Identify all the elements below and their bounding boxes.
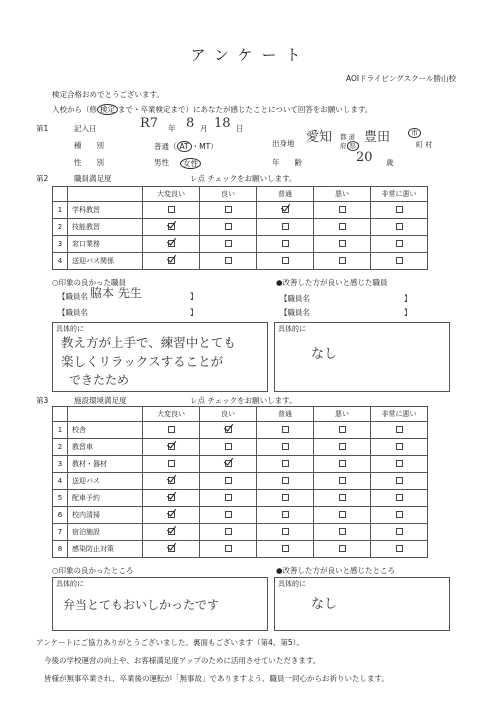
header-cell: 非常に悪い xyxy=(371,407,428,422)
row-label: 窓口業務 xyxy=(68,236,143,253)
checked-checkbox[interactable] xyxy=(168,240,175,247)
row-label: 技能教習 xyxy=(68,219,143,236)
header-cell: 悪い xyxy=(314,187,371,202)
checkbox[interactable] xyxy=(168,426,175,433)
header-cell: 良い xyxy=(200,407,257,422)
header-cell: 大変良い xyxy=(143,407,200,422)
checkbox[interactable] xyxy=(396,240,403,247)
checked-checkbox[interactable] xyxy=(168,257,175,264)
table-row xyxy=(53,541,428,558)
checkbox[interactable] xyxy=(339,494,346,501)
checked-checkbox[interactable] xyxy=(282,206,289,213)
facility-rating-rows xyxy=(53,422,428,558)
row-label: 校内清掃 xyxy=(68,507,143,524)
improve-facility-detail-box xyxy=(274,577,450,631)
school-name: AOIドライビングスクール勝山校 xyxy=(345,74,456,83)
checkbox[interactable] xyxy=(282,494,289,501)
table-row xyxy=(53,456,428,473)
checkbox[interactable] xyxy=(225,206,232,213)
row-label: 配車予約 xyxy=(68,490,143,507)
row-label: 送迎バス関係 xyxy=(68,253,143,270)
section-2-instruction: レ点 チェックをお願いします。 xyxy=(190,174,297,183)
checkbox[interactable] xyxy=(396,511,403,518)
row-label: 宿泊施設 xyxy=(68,524,143,541)
checkbox[interactable] xyxy=(339,477,346,484)
detail-label: 具体的に xyxy=(56,580,84,588)
checkbox[interactable] xyxy=(282,545,289,552)
table-row xyxy=(53,219,428,236)
date-day-unit: 日 xyxy=(236,124,244,133)
staff-rating-rows xyxy=(53,202,428,270)
checkbox[interactable] xyxy=(396,477,403,484)
checkbox[interactable] xyxy=(282,223,289,230)
improve-staff-detail-box xyxy=(274,322,450,392)
row-number: 3 xyxy=(53,236,68,253)
checkbox[interactable] xyxy=(339,223,346,230)
row-label: 学科教習 xyxy=(68,202,143,219)
detail-label: 具体的に xyxy=(278,580,306,588)
header-cell: 普通 xyxy=(257,407,314,422)
row-label: 教材・器材 xyxy=(68,456,143,473)
good-staff-detail-line: 楽しくリラックスすることが xyxy=(61,354,224,369)
checkbox[interactable] xyxy=(282,460,289,467)
row-label: 感染防止対策 xyxy=(68,541,143,558)
header-cell: 悪い xyxy=(314,407,371,422)
checked-checkbox[interactable] xyxy=(225,426,232,433)
good-staff-title: ○印象の良かった職員 xyxy=(52,278,127,287)
checkbox[interactable] xyxy=(225,494,232,501)
checkbox[interactable] xyxy=(282,443,289,450)
section-1-label: 第1 xyxy=(36,124,49,133)
checkbox[interactable] xyxy=(396,443,403,450)
checkbox[interactable] xyxy=(396,528,403,535)
checkbox[interactable] xyxy=(282,511,289,518)
table-row xyxy=(53,524,428,541)
header-cell: 普通 xyxy=(257,187,314,202)
improve-facility-detail: なし xyxy=(311,597,338,612)
row-number: 8 xyxy=(53,541,68,558)
sex-female-option: 女性 xyxy=(180,158,201,169)
checkbox[interactable] xyxy=(225,257,232,264)
checkbox[interactable] xyxy=(225,223,232,230)
checkbox[interactable] xyxy=(339,545,346,552)
facility-rating-table xyxy=(52,406,428,558)
checkbox[interactable] xyxy=(339,511,346,518)
checked-checkbox[interactable] xyxy=(168,477,175,484)
checkbox[interactable] xyxy=(339,443,346,450)
checkbox[interactable] xyxy=(282,528,289,535)
circled-at: AT xyxy=(177,141,192,152)
page-title: アンケート xyxy=(190,46,310,64)
checkbox[interactable] xyxy=(168,206,175,213)
row-number: 3 xyxy=(53,456,68,473)
row-number: 1 xyxy=(53,422,68,439)
origin-label: 出身地 xyxy=(272,139,295,148)
table-header-row xyxy=(53,407,428,422)
bracket-close: 】 xyxy=(190,292,198,301)
checkbox[interactable] xyxy=(396,460,403,467)
good-staff-detail-box xyxy=(52,322,268,392)
section-3-label: 第3 xyxy=(36,396,49,405)
good-facility-detail-box xyxy=(52,577,268,631)
checkbox[interactable] xyxy=(396,426,403,433)
date-day-value: 18 xyxy=(214,116,231,131)
checkbox[interactable] xyxy=(225,545,232,552)
date-year-unit: 年 xyxy=(168,124,176,133)
checkbox[interactable] xyxy=(225,511,232,518)
checkbox[interactable] xyxy=(396,494,403,501)
section-3-instruction: レ点 チェックをお願いします。 xyxy=(190,396,297,405)
circled-shi: 市 xyxy=(408,128,421,138)
checkbox[interactable] xyxy=(282,240,289,247)
row-number: 1 xyxy=(53,202,68,219)
city-options: 町 村 xyxy=(416,141,433,149)
table-row xyxy=(53,253,428,270)
row-label: 教習車 xyxy=(68,439,143,456)
prefecture-options: 都 道 府 県 xyxy=(340,133,362,151)
detail-label: 具体的に xyxy=(278,325,306,333)
header-cell: 大変良い xyxy=(143,187,200,202)
good-staff-detail-line: できたため xyxy=(69,373,130,387)
checked-checkbox[interactable] xyxy=(168,443,175,450)
date-label: 記入日 xyxy=(74,124,97,133)
circled-ken: 県 xyxy=(347,141,360,151)
bracket-close: 】 xyxy=(190,308,198,317)
sex-label: 性 別 xyxy=(74,158,104,167)
table-row xyxy=(53,473,428,490)
good-facility-title: ○印象の良かったところ xyxy=(52,566,134,575)
section-2-label: 第2 xyxy=(36,174,49,183)
good-staff-1-label: 【職員名 xyxy=(58,292,88,301)
age-value: 20 xyxy=(356,150,373,165)
circled-option: 検定 xyxy=(97,104,118,115)
row-label: 送迎バス xyxy=(68,473,143,490)
section-3-title: 施設環境満足度 xyxy=(74,396,127,405)
improve-staff-detail: なし xyxy=(311,347,338,362)
good-staff-1-value: 脇本 先生 xyxy=(90,286,142,300)
checkbox[interactable] xyxy=(396,223,403,230)
detail-label: 具体的に xyxy=(56,325,84,333)
checked-checkbox[interactable] xyxy=(168,223,175,230)
improve-facility-title: ●改善した方が良いと感じたところ xyxy=(276,566,396,575)
city-value: 豊田 xyxy=(364,130,391,145)
checkbox[interactable] xyxy=(282,257,289,264)
row-number: 7 xyxy=(53,524,68,541)
improve-staff-2-label: 【職員名 xyxy=(280,308,310,317)
footer-line-2: 今後の学校運営の向上や、お客様満足度アップのために活用させていただきます。 xyxy=(44,656,321,665)
bracket-close: 】 xyxy=(404,308,412,317)
bracket-close: 】 xyxy=(404,294,412,303)
intro-line-1: 検定合格おめでとうございます。 xyxy=(52,90,164,99)
checked-checkbox[interactable] xyxy=(225,460,232,467)
footer-line-3: 皆様が無事卒業され、卒業後の運転が「無事故」でありますよう、職員一同心からお祈りいたします。 xyxy=(44,674,389,683)
row-number: 4 xyxy=(53,473,68,490)
improve-staff-1-label: 【職員名 xyxy=(280,294,310,303)
checkbox[interactable] xyxy=(282,426,289,433)
table-row xyxy=(53,507,428,524)
header-cell: 非常に悪い xyxy=(371,187,428,202)
checked-checkbox[interactable] xyxy=(168,494,175,501)
checkbox[interactable] xyxy=(225,443,232,450)
intro-line-2: 入校から（修 検定 まで・卒業検定まで）にあなたが感じたことについて回答をお願いします。 xyxy=(52,105,373,114)
checkbox[interactable] xyxy=(396,206,403,213)
checkbox[interactable] xyxy=(339,528,346,535)
row-number: 2 xyxy=(53,439,68,456)
row-number: 2 xyxy=(53,219,68,236)
checkbox[interactable] xyxy=(396,545,403,552)
table-row xyxy=(53,236,428,253)
date-month-value: 8 xyxy=(186,116,195,131)
improve-staff-title: ●改善した方が良いと感じた職員 xyxy=(276,278,388,287)
good-facility-detail: 弁当とてもおいしかったです xyxy=(63,598,220,612)
checkbox[interactable] xyxy=(168,460,175,467)
checkbox[interactable] xyxy=(225,240,232,247)
good-staff-detail-line: 教え方が上手で、練習中とても xyxy=(61,335,236,350)
checkbox[interactable] xyxy=(339,460,346,467)
checkbox[interactable] xyxy=(339,206,346,213)
checkbox[interactable] xyxy=(282,477,289,484)
table-row xyxy=(53,490,428,507)
good-staff-2-label: 【職員名 xyxy=(58,308,88,317)
sex-male-option: 男性 xyxy=(154,158,169,167)
row-label: 校舎 xyxy=(68,422,143,439)
table-header-row xyxy=(53,187,428,202)
checkbox[interactable] xyxy=(225,528,232,535)
checked-checkbox[interactable] xyxy=(168,528,175,535)
row-number: 4 xyxy=(53,253,68,270)
section-2-title: 職員満足度 xyxy=(74,174,112,183)
staff-rating-table xyxy=(52,186,428,270)
row-number: 5 xyxy=(53,490,68,507)
prefecture-value: 愛知 xyxy=(306,130,333,145)
checkbox[interactable] xyxy=(225,477,232,484)
type-label: 種 別 xyxy=(74,141,104,150)
checked-checkbox[interactable] xyxy=(168,545,175,552)
table-row xyxy=(53,202,428,219)
footer-line-1: アンケートにご協力ありがとうございました。裏面もございます（第4、第5）。 xyxy=(36,638,304,647)
age-unit: 歳 xyxy=(386,158,394,167)
date-year-value: R7 xyxy=(140,116,159,131)
checkbox[interactable] xyxy=(339,240,346,247)
date-month-unit: 月 xyxy=(200,124,208,133)
row-number: 6 xyxy=(53,507,68,524)
checkbox[interactable] xyxy=(339,426,346,433)
age-label: 年 齢 xyxy=(272,158,302,167)
checkbox[interactable] xyxy=(339,257,346,264)
header-cell: 良い xyxy=(200,187,257,202)
table-row xyxy=(53,422,428,439)
table-row xyxy=(53,439,428,456)
checkbox[interactable] xyxy=(396,257,403,264)
type-value: 普通（ AT ・MT） xyxy=(154,142,218,151)
checked-checkbox[interactable] xyxy=(168,511,175,518)
